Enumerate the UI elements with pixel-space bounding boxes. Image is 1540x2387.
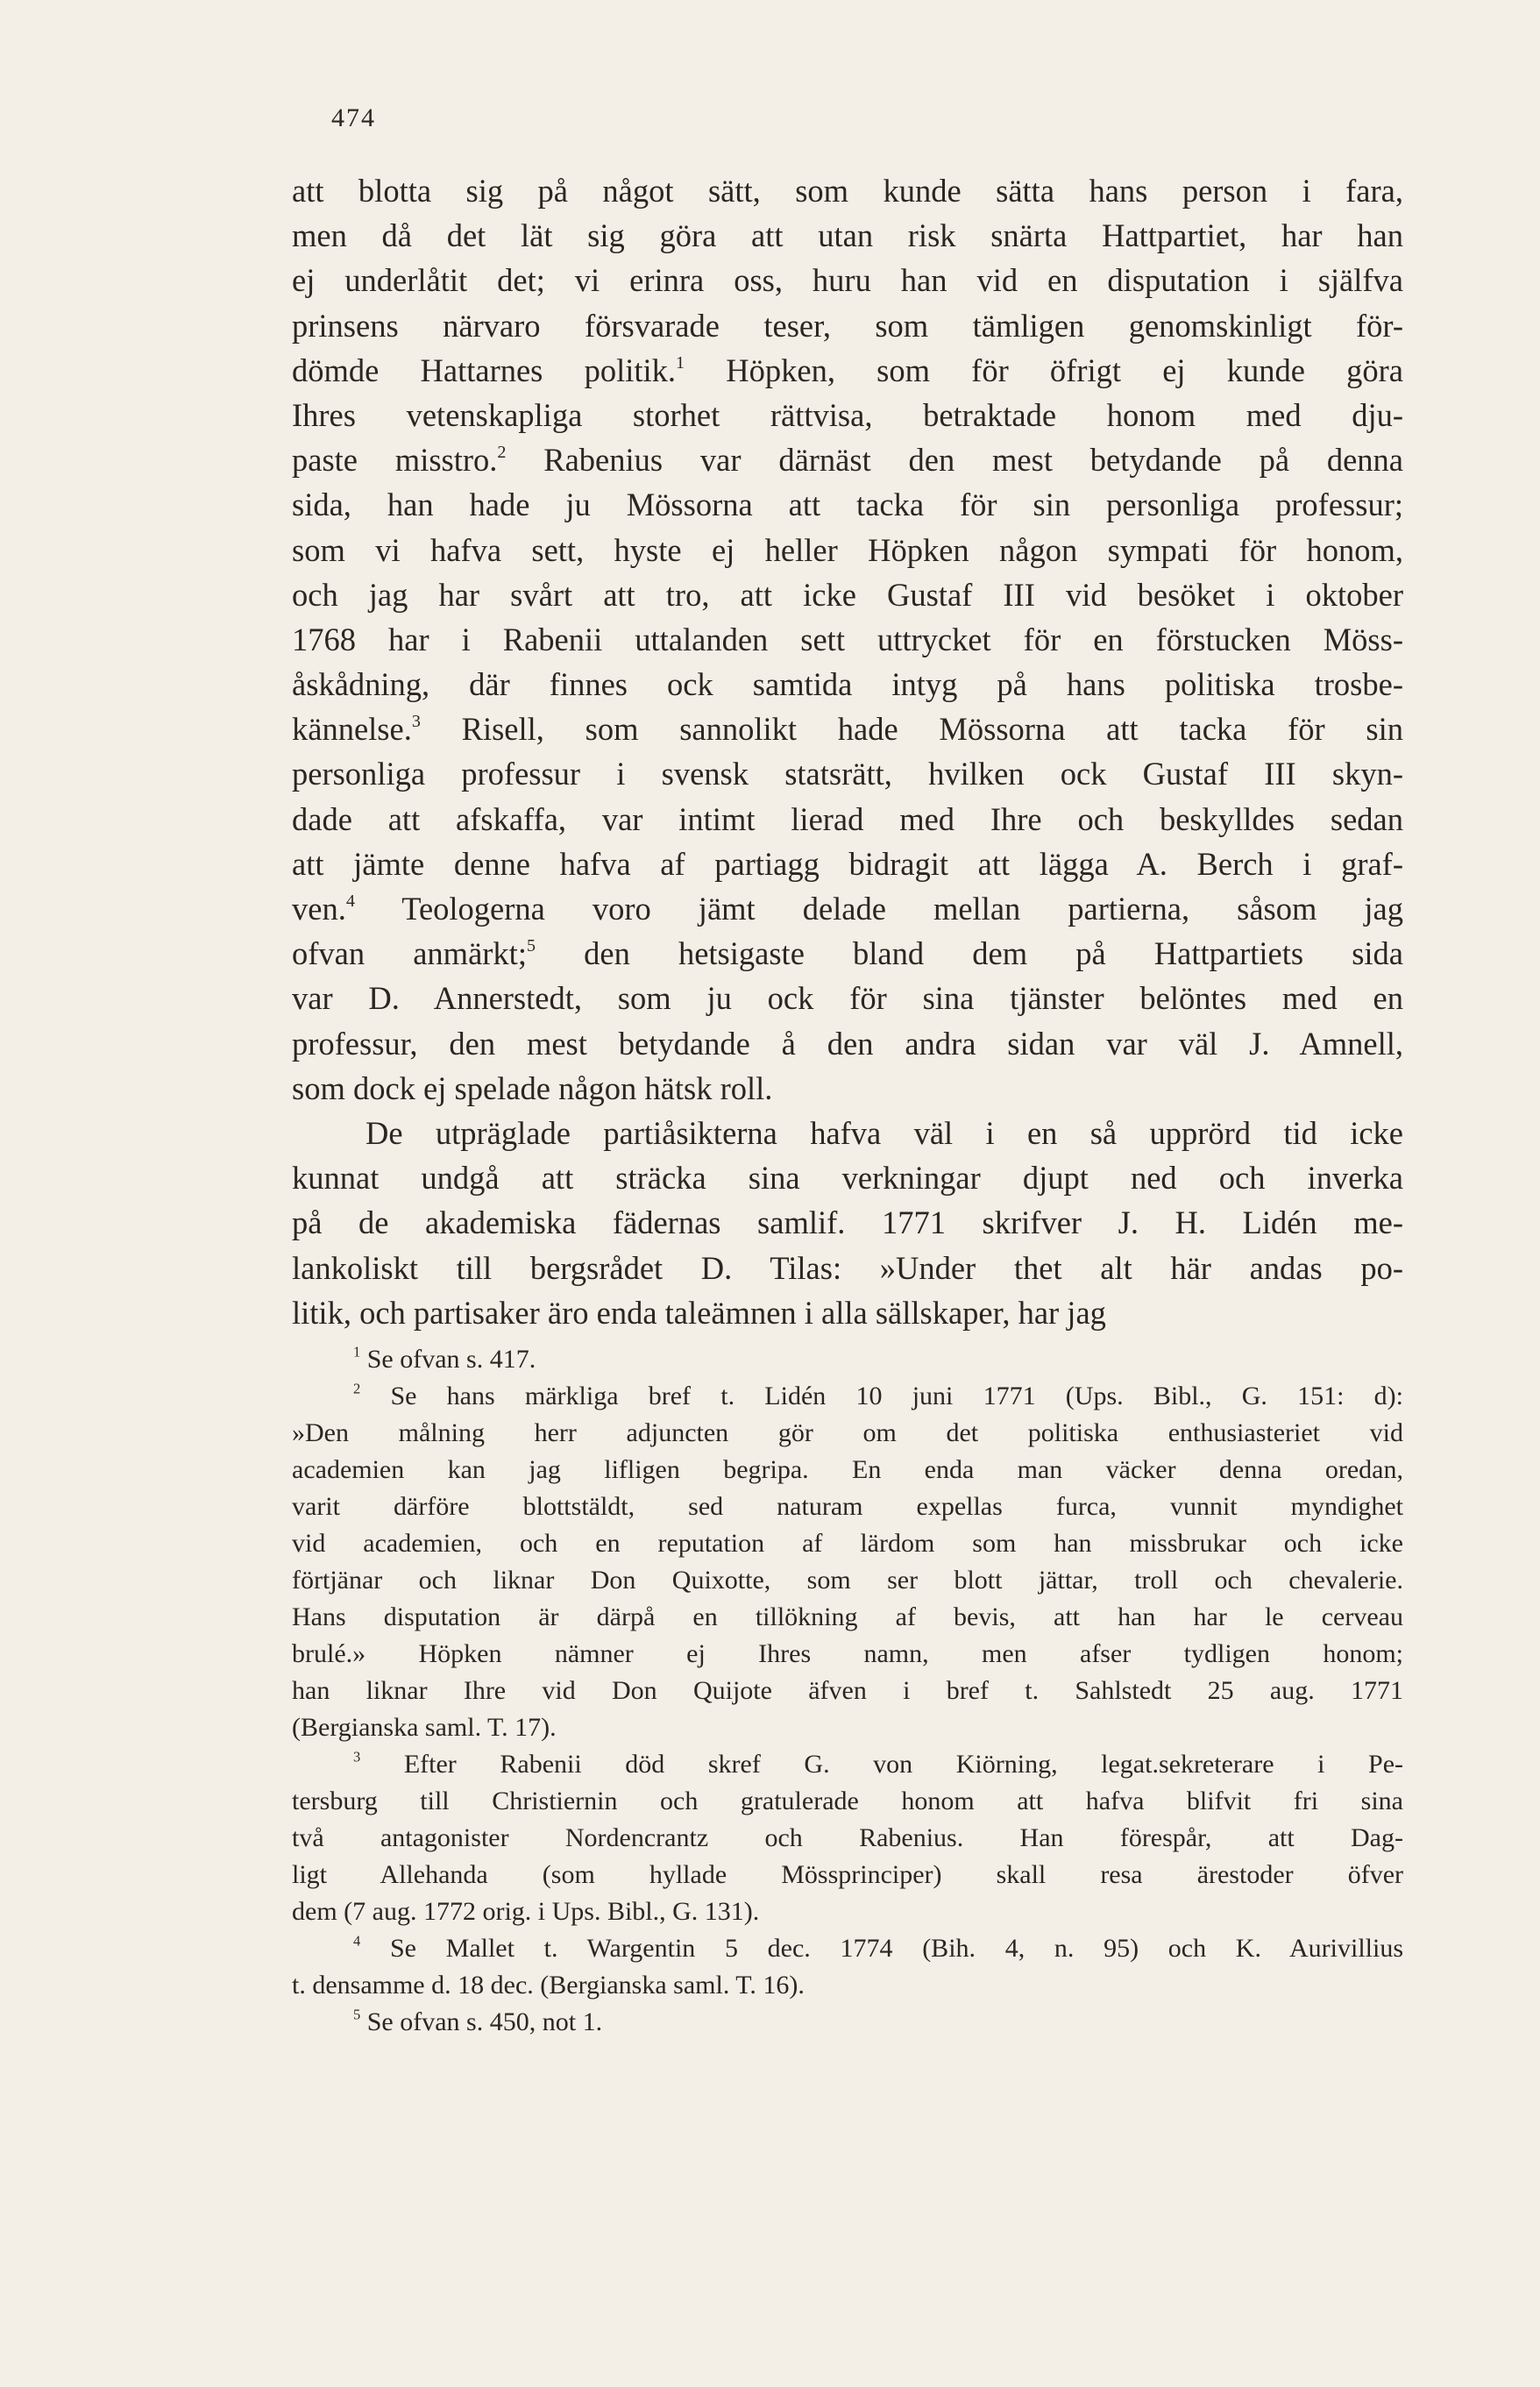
footnote-line bbox=[292, 1746, 1403, 1783]
footnote-marker: 3 bbox=[353, 1748, 361, 1765]
footnote-line bbox=[292, 1488, 1403, 1525]
footnote-line bbox=[292, 1673, 1403, 1709]
footnote-line bbox=[292, 1709, 1403, 1746]
body-line bbox=[292, 1066, 1403, 1111]
footnote-line bbox=[292, 1378, 1403, 1415]
body-line-text: som dock ej spelade någon hätsk roll. bbox=[292, 1069, 773, 1106]
footnote-text: vid academien, och en reputation af lärdom som han missbrukar och icke bbox=[292, 1529, 1403, 1558]
body-line bbox=[292, 707, 1403, 751]
body-line bbox=[292, 482, 1403, 527]
body-line bbox=[292, 1111, 1403, 1155]
footnote-text: Se ofvan s. 450, not 1. bbox=[366, 2007, 603, 2036]
body-line-text: Rabenius var därnäst den mest betydande på denna bbox=[506, 442, 1404, 479]
footnote-line bbox=[292, 1967, 1403, 2004]
footnote-text: två antagonister Nordencrantz och Rabenius. Han förespår, att Dag- bbox=[292, 1823, 1403, 1852]
footnote-line bbox=[292, 1893, 1403, 1930]
footnote-line bbox=[292, 2004, 1403, 2041]
body-line bbox=[292, 842, 1403, 886]
footnote-text: ligt Allehanda (som hyllade Mössprinciper) skall resa ärestoder öfver bbox=[292, 1860, 1403, 1889]
body-line bbox=[292, 976, 1403, 1020]
body-line-text: åskådning, där finnes ock samtida intyg på hans politiska trosbe- bbox=[292, 666, 1403, 703]
footnote-marker: 1 bbox=[353, 1343, 361, 1360]
body-line bbox=[292, 168, 1403, 213]
footnote-text: Efter Rabenii död skref G. von Kiörning, legat.sekreterare i Pe- bbox=[403, 1750, 1404, 1779]
body-line bbox=[292, 751, 1403, 796]
body-line-text: dade att afskaffa, var intimt lierad med Ihre och beskylldes sedan bbox=[292, 800, 1403, 837]
footnote-line bbox=[292, 1452, 1403, 1488]
body-line-text: var D. Annerstedt, som ju ock för sina tjänster belöntes med en bbox=[292, 980, 1403, 1017]
body-line-text: lankoliskt till bergsrådet D. Tilas: »Under thet alt här andas po- bbox=[292, 1249, 1403, 1286]
body-text bbox=[292, 168, 1403, 1335]
body-line bbox=[292, 393, 1403, 437]
footnote-marker: 4 bbox=[353, 1932, 361, 1950]
body-line-text: kännelse. bbox=[292, 711, 412, 748]
body-line bbox=[292, 662, 1403, 707]
footnote-text: Se hans märkliga bref t. Lidén 10 juni 1771 (Ups. Bibl., G. 151: d): bbox=[390, 1382, 1403, 1410]
footnote-text: Hans disputation är därpå en tillökning af bevis, att han har le cerveau bbox=[292, 1602, 1403, 1631]
body-line bbox=[292, 258, 1403, 302]
body-line-text: att blotta sig på något sätt, som kunde sätta hans person i fara, bbox=[292, 173, 1403, 209]
body-line-text: ej underlåtit det; vi erinra oss, huru han vid en disputation i själfva bbox=[292, 262, 1403, 299]
footnote-line bbox=[292, 1820, 1403, 1857]
body-line bbox=[292, 797, 1403, 842]
footnote-text: »Den målning herr adjuncten gör om det politiska enthusiasteriet vid bbox=[292, 1418, 1403, 1447]
body-line-text: Höpken, som för öfrigt ej kunde göra bbox=[685, 352, 1404, 388]
footnotes bbox=[292, 1341, 1403, 2041]
footnote-line bbox=[292, 1341, 1403, 1378]
footnote-text: tersburg till Christiernin och gratulerade honom att hafva blifvit fri sina bbox=[292, 1787, 1403, 1815]
footnote-line bbox=[292, 1857, 1403, 1893]
body-line-text: men då det lät sig göra att utan risk snärta Hattpartiet, har han bbox=[292, 217, 1403, 254]
body-line-text: Teologerna voro jämt delade mellan partierna, såsom jag bbox=[354, 891, 1403, 927]
body-line-text: Ihres vetenskapliga storhet rättvisa, betraktade honom med dju- bbox=[292, 396, 1403, 433]
body-line-text: Risell, som sannolikt hade Mössorna att tacka för sin bbox=[420, 711, 1403, 748]
footnote-text: Se ofvan s. 417. bbox=[366, 1345, 536, 1374]
footnote-reference: 2 bbox=[497, 443, 507, 463]
footnote-line bbox=[292, 1562, 1403, 1599]
footnote-text: Se Mallet t. Wargentin 5 dec. 1774 (Bih. 4, n. 95) och K. Aurivillius bbox=[389, 1934, 1404, 1963]
footnote-text: brulé.» Höpken nämner ej Ihres namn, men afser tydligen honom; bbox=[292, 1639, 1403, 1668]
footnote-text: academien kan jag lifligen begripa. En enda man väcker denna oredan, bbox=[292, 1455, 1403, 1484]
body-line bbox=[292, 572, 1403, 617]
footnote-line bbox=[292, 1415, 1403, 1452]
footnote-reference: 5 bbox=[526, 936, 536, 956]
body-line-text: personliga professur i svensk statsrätt, hvilken ock Gustaf III skyn- bbox=[292, 756, 1403, 792]
body-line-text: dömde Hattarnes politik. bbox=[292, 352, 677, 388]
footnote-line bbox=[292, 1636, 1403, 1673]
body-line-text: De utpräglade partiåsikterna hafva väl i en så upprörd tid icke bbox=[365, 1114, 1403, 1151]
footnote-line bbox=[292, 1930, 1403, 1967]
body-line-text: 1768 har i Rabenii uttalanden sett uttrycket för en förstucken Möss- bbox=[292, 621, 1403, 657]
body-line bbox=[292, 1290, 1403, 1335]
footnote-text: t. densamme d. 18 dec. (Bergianska saml. T. 16). bbox=[292, 1971, 805, 2000]
footnote-reference: 3 bbox=[411, 712, 421, 732]
footnote-text: han liknar Ihre vid Don Quijote äfven i bref t. Sahlstedt 25 aug. 1771 bbox=[292, 1676, 1403, 1705]
body-line-text: ven. bbox=[292, 891, 346, 927]
footnote-line bbox=[292, 1599, 1403, 1636]
body-line bbox=[292, 437, 1403, 482]
footnote-marker: 2 bbox=[353, 1380, 361, 1397]
footnote-text: dem (7 aug. 1772 orig. i Ups. Bibl., G. 131). bbox=[292, 1897, 760, 1926]
body-line bbox=[292, 617, 1403, 662]
body-line-text: sida, han hade ju Mössorna att tacka för sin personliga professur; bbox=[292, 487, 1403, 523]
body-line-text: att jämte denne hafva af partiagg bidragit att lägga A. Berch i graf- bbox=[292, 845, 1403, 882]
footnote-text: förtjänar och liknar Don Quixotte, som ser blott jättar, troll och chevalerie. bbox=[292, 1566, 1403, 1595]
body-line-text: professur, den mest betydande å den andra sidan var väl J. Amnell, bbox=[292, 1025, 1403, 1062]
footnote-text: varit därföre blottstäldt, sed naturam expellas furca, vunnit myndighet bbox=[292, 1492, 1403, 1521]
footnote-line bbox=[292, 1525, 1403, 1562]
body-line bbox=[292, 1246, 1403, 1290]
body-line bbox=[292, 348, 1403, 393]
footnote-marker: 5 bbox=[353, 2006, 361, 2023]
body-line bbox=[292, 528, 1403, 572]
footnote-reference: 1 bbox=[676, 352, 685, 373]
body-line bbox=[292, 1200, 1403, 1245]
body-line-text: på de akademiska fädernas samlif. 1771 skrifver J. H. Lidén me- bbox=[292, 1204, 1403, 1241]
body-line bbox=[292, 886, 1403, 931]
body-line bbox=[292, 931, 1403, 976]
body-line-text: den hetsigaste bland dem på Hattpartiets sida bbox=[536, 935, 1403, 972]
body-line bbox=[292, 303, 1403, 348]
body-line-text: och jag har svårt att tro, att icke Gustaf III vid besöket i oktober bbox=[292, 576, 1403, 613]
footnote-reference: 4 bbox=[345, 891, 355, 911]
body-line-text: prinsens närvaro försvarade teser, som tämligen genomskinligt för- bbox=[292, 307, 1403, 344]
page-number: 474 bbox=[331, 103, 376, 132]
body-line bbox=[292, 1021, 1403, 1066]
body-line-text: litik, och partisaker äro enda taleämnen i alla sällskaper, har jag bbox=[292, 1294, 1106, 1331]
body-line-text: som vi hafva sett, hyste ej heller Höpken någon sympati för honom, bbox=[292, 531, 1403, 568]
footnote-text: (Bergianska saml. T. 17). bbox=[292, 1713, 557, 1742]
body-line-text: ofvan anmärkt; bbox=[292, 935, 527, 972]
body-line-text: kunnat undgå att sträcka sina verkningar djupt ned och inverka bbox=[292, 1160, 1403, 1197]
body-line bbox=[292, 213, 1403, 258]
footnote-line bbox=[292, 1783, 1403, 1820]
body-line bbox=[292, 1155, 1403, 1200]
body-line-text: paste misstro. bbox=[292, 442, 498, 479]
